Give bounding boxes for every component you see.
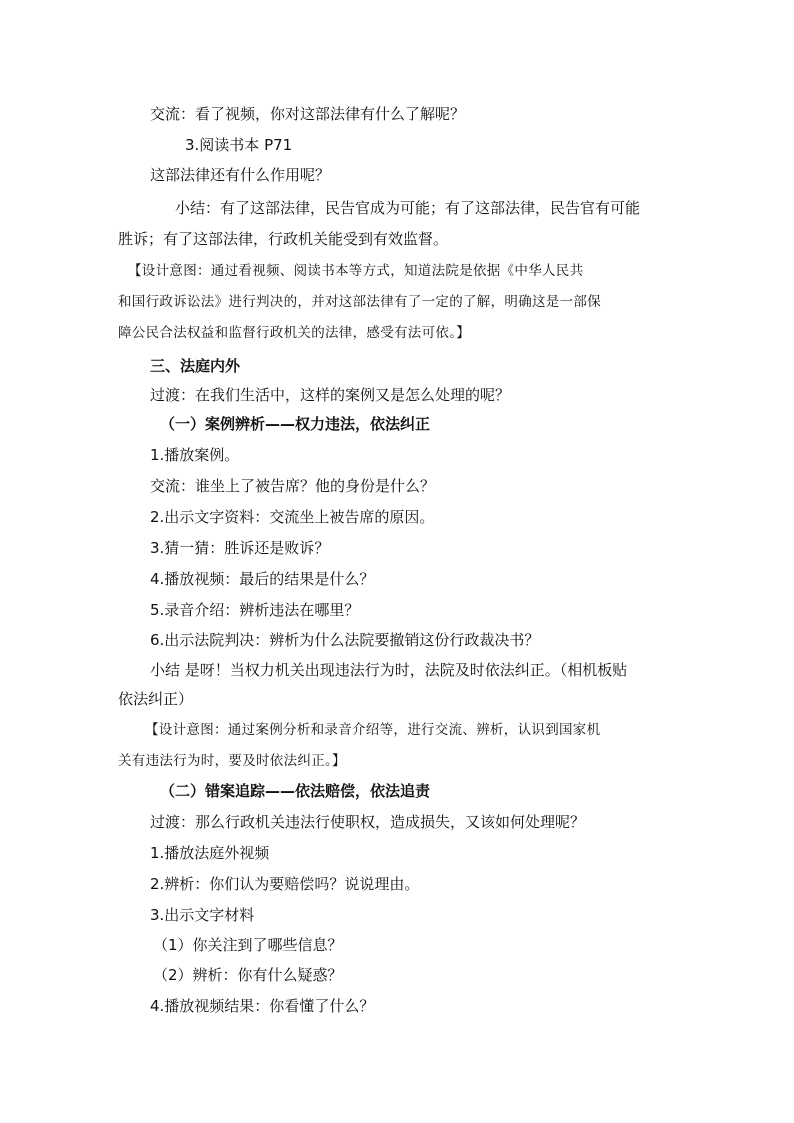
design-intent-2-line-1: 【设计意图：通过案例分析和录音介绍等，进行交流、辨析，认识到国家机	[145, 722, 601, 738]
step-line-4: 4.播放视频：最后的结果是什么？	[150, 570, 375, 588]
design-intent-line-1: 【设计意图：通过看视频、阅读书本等方式，知道法院是依据《中华人民共	[128, 263, 584, 279]
transition-line-2: 过渡：那么行政机关违法行使职权，造成损失，又该如何处理呢？	[150, 813, 586, 831]
text-line-2: 3.阅读书本 P71	[185, 136, 293, 154]
summary-2-line-2: 依法纠正）	[118, 690, 194, 708]
design-intent-2-line-2: 关有违法行为时，要及时依法纠正。】	[118, 753, 346, 769]
design-intent-line-3: 障公民合法权益和监督行政机关的法律，感受有法可依。】	[118, 325, 471, 341]
step-line-1: 1.播放案例。	[150, 446, 240, 464]
text-line-1: 交流：看了视频，你对这部法律有什么了解呢？	[150, 105, 466, 123]
subsection-heading-1: （一）案例辨析——权力违法，依法纠正	[160, 415, 431, 433]
subsection-heading-2: （二）错案追踪——依法赔偿，依法追责	[160, 782, 431, 800]
summary-line-2: 胜诉；有了这部法律，行政机关能受到有效监督。	[118, 230, 449, 248]
summary-2-line-1: 小结 是呀！当权力机关出现违法行为时，法院及时依法纠正。（相机板贴	[150, 661, 628, 679]
step-2-sub-1: （1）你关注到了哪些信息？	[153, 936, 343, 954]
text-line-3: 这部法律还有什么作用呢？	[150, 166, 331, 184]
step-line-2: 2.出示文字资料：交流坐上被告席的原因。	[150, 508, 435, 526]
transition-line-1: 过渡：在我们生活中，这样的案例又是怎么处理的呢？	[150, 386, 511, 404]
step-line-3: 3.猜一猜：胜诉还是败诉？	[150, 539, 330, 557]
design-intent-line-2: 和国行政诉讼法》进行判决的，并对这部法律有了一定的了解，明确这是一部保	[118, 294, 601, 310]
step-2-sub-2: （2）辨析：你有什么疑惑？	[153, 966, 343, 984]
step-line-5: 5.录音介绍：辨析违法在哪里？	[150, 601, 360, 619]
summary-line-1: 小结：有了这部法律，民告官成为可能；有了这部法律，民告官有可能	[175, 199, 641, 217]
step-2-line-3: 3.出示文字材料	[150, 906, 255, 924]
step-line-exchange: 交流：谁坐上了被告席？他的身份是什么？	[150, 477, 436, 495]
step-line-6: 6.出示法院判决：辨析为什么法院要撤销这份行政裁决书？	[150, 631, 540, 649]
step-2-line-1: 1.播放法庭外视频	[150, 844, 270, 862]
section-heading-3: 三、法庭内外	[150, 357, 241, 375]
step-2-line-2: 2.辨析：你们认为要赔偿吗？说说理由。	[150, 875, 420, 893]
step-2-line-4: 4.播放视频结果：你看懂了什么？	[150, 997, 375, 1015]
